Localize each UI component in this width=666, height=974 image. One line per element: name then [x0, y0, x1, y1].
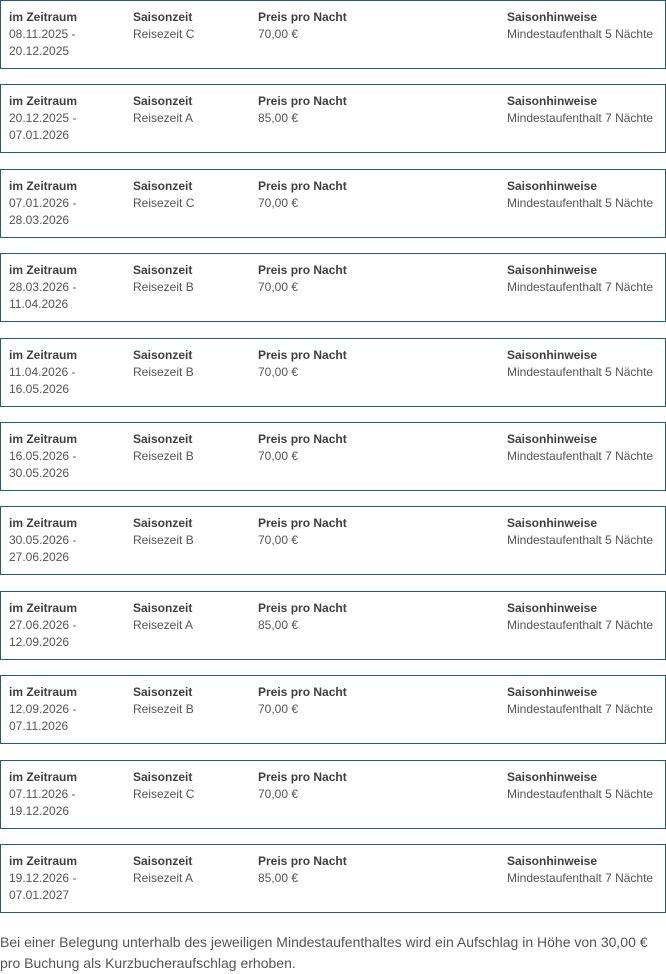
season-row: [0, 506, 666, 575]
season-row: [0, 169, 666, 238]
notes-value: Mindestaufenthalt 7 Nächte: [507, 871, 654, 885]
price-label: Preis pro Nacht: [258, 601, 347, 615]
price-label: Preis pro Nacht: [258, 516, 347, 530]
season-cell: [133, 93, 253, 127]
season-row: [0, 844, 666, 913]
season-value: Reisezeit C: [133, 787, 195, 801]
period-cell: [9, 600, 114, 651]
period-cell: [9, 9, 114, 60]
price-label: Preis pro Nacht: [258, 854, 347, 868]
season-label: Saisonzeit: [133, 685, 193, 699]
period-label: im Zeitraum: [9, 516, 78, 530]
season-label: Saisonzeit: [133, 348, 193, 362]
notes-label: Saisonhinweise: [507, 179, 598, 193]
period-cell: [9, 262, 114, 313]
price-value: 70,00 €: [258, 365, 299, 379]
period-label: im Zeitraum: [9, 263, 78, 277]
period-cell: [9, 93, 114, 144]
notes-value: Mindestaufenthalt 5 Nächte: [507, 365, 654, 379]
price-cell: [258, 9, 458, 43]
period-cell: [9, 347, 114, 398]
period-cell: [9, 178, 114, 229]
season-value: Reisezeit B: [133, 280, 194, 294]
period-label: im Zeitraum: [9, 348, 78, 362]
notes-label: Saisonhinweise: [507, 348, 598, 362]
notes-label: Saisonhinweise: [507, 601, 598, 615]
period-label: im Zeitraum: [9, 432, 78, 446]
price-cell: [258, 93, 458, 127]
season-value: Reisezeit C: [133, 27, 195, 41]
period-label: im Zeitraum: [9, 94, 78, 108]
season-label: Saisonzeit: [133, 94, 193, 108]
price-label: Preis pro Nacht: [258, 770, 347, 784]
period-cell: [9, 853, 114, 904]
price-value: 70,00 €: [258, 196, 299, 210]
season-cell: [133, 853, 253, 887]
price-value: 70,00 €: [258, 27, 299, 41]
notes-cell: [507, 684, 663, 718]
season-label: Saisonzeit: [133, 263, 193, 277]
period-cell: [9, 431, 114, 482]
period-label: im Zeitraum: [9, 179, 78, 193]
period-end: 07.01.2027: [9, 888, 70, 902]
period-start: 28.03.2026 -: [9, 280, 77, 294]
season-label: Saisonzeit: [133, 516, 193, 530]
notes-cell: [507, 769, 663, 803]
price-value: 70,00 €: [258, 533, 299, 547]
season-value: Reisezeit A: [133, 618, 194, 632]
notes-value: Mindestaufenthalt 5 Nächte: [507, 787, 654, 801]
price-value: 70,00 €: [258, 787, 299, 801]
notes-value: Mindestaufenthalt 7 Nächte: [507, 449, 654, 463]
notes-value: Mindestaufenthalt 7 Nächte: [507, 280, 654, 294]
season-cell: [133, 262, 253, 296]
season-label: Saisonzeit: [133, 10, 193, 24]
season-cell: [133, 178, 253, 212]
period-start: 16.05.2026 -: [9, 449, 77, 463]
period-end: 07.11.2026: [9, 719, 69, 733]
season-value: Reisezeit B: [133, 702, 194, 716]
season-label: Saisonzeit: [133, 432, 193, 446]
period-start: 20.12.2025 -: [9, 111, 77, 125]
season-row: [0, 338, 666, 407]
price-value: 70,00 €: [258, 702, 299, 716]
minimum-stay-surcharge-note: Bei einer Belegung unterhalb des jeweiligen Mindestaufenthaltes wird ein Aufschlag in Höhe von 30,00 € pro Buchung als Kurzbucheraufschlag erhoben.: [0, 934, 648, 971]
season-row: [0, 0, 666, 69]
price-cell: [258, 431, 458, 465]
notes-value: Mindestaufenthalt 7 Nächte: [507, 111, 654, 125]
notes-value: Mindestaufenthalt 5 Nächte: [507, 27, 654, 41]
price-cell: [258, 347, 458, 381]
season-value: Reisezeit A: [133, 871, 194, 885]
notes-label: Saisonhinweise: [507, 516, 598, 530]
price-label: Preis pro Nacht: [258, 348, 347, 362]
notes-value: Mindestaufenthalt 5 Nächte: [507, 533, 654, 547]
period-end: 12.09.2026: [9, 635, 70, 649]
notes-cell: [507, 347, 663, 381]
notes-label: Saisonhinweise: [507, 263, 598, 277]
price-cell: [258, 515, 458, 549]
notes-cell: [507, 600, 663, 634]
period-end: 11.04.2026: [9, 297, 69, 311]
season-cell: [133, 769, 253, 803]
notes-label: Saisonhinweise: [507, 854, 598, 868]
season-label: Saisonzeit: [133, 601, 193, 615]
notes-cell: [507, 431, 663, 465]
notes-cell: [507, 93, 663, 127]
season-label: Saisonzeit: [133, 179, 193, 193]
notes-cell: [507, 853, 663, 887]
period-label: im Zeitraum: [9, 770, 78, 784]
notes-cell: [507, 178, 663, 212]
period-end: 30.05.2026: [9, 466, 70, 480]
notes-label: Saisonhinweise: [507, 770, 598, 784]
season-cell: [133, 9, 253, 43]
notes-value: Mindestaufenthalt 5 Nächte: [507, 196, 654, 210]
season-label: Saisonzeit: [133, 770, 193, 784]
price-cell: [258, 769, 458, 803]
season-label: Saisonzeit: [133, 854, 193, 868]
notes-cell: [507, 262, 663, 296]
notes-cell: [507, 9, 663, 43]
period-start: 07.11.2026 -: [9, 787, 76, 801]
period-start: 12.09.2026 -: [9, 702, 77, 716]
period-cell: [9, 684, 114, 735]
season-cell: [133, 347, 253, 381]
price-value: 85,00 €: [258, 618, 299, 632]
period-end: 27.06.2026: [9, 550, 70, 564]
season-value: Reisezeit B: [133, 365, 194, 379]
season-value: Reisezeit A: [133, 111, 194, 125]
period-cell: [9, 769, 114, 820]
period-label: im Zeitraum: [9, 601, 78, 615]
season-row: [0, 760, 666, 829]
notes-label: Saisonhinweise: [507, 94, 598, 108]
period-end: 19.12.2026: [9, 804, 70, 818]
period-start: 30.05.2026 -: [9, 533, 77, 547]
period-end: 20.12.2025: [9, 44, 70, 58]
price-cell: [258, 178, 458, 212]
period-start: 27.06.2026 -: [9, 618, 77, 632]
notes-value: Mindestaufenthalt 7 Nächte: [507, 618, 654, 632]
season-value: Reisezeit C: [133, 196, 195, 210]
notes-label: Saisonhinweise: [507, 432, 598, 446]
price-label: Preis pro Nacht: [258, 10, 347, 24]
price-cell: [258, 262, 458, 296]
period-start: 08.11.2025 -: [9, 27, 76, 41]
season-value: Reisezeit B: [133, 449, 194, 463]
period-label: im Zeitraum: [9, 685, 78, 699]
period-start: 19.12.2026 -: [9, 871, 77, 885]
period-label: im Zeitraum: [9, 854, 78, 868]
price-cell: [258, 600, 458, 634]
season-cell: [133, 515, 253, 549]
price-value: 85,00 €: [258, 871, 299, 885]
season-value: Reisezeit B: [133, 533, 194, 547]
notes-value: Mindestaufenthalt 7 Nächte: [507, 702, 654, 716]
period-start: 07.01.2026 -: [9, 196, 77, 210]
price-value: 85,00 €: [258, 111, 299, 125]
notes-label: Saisonhinweise: [507, 685, 598, 699]
price-label: Preis pro Nacht: [258, 94, 347, 108]
period-start: 11.04.2026 -: [9, 365, 76, 379]
notes-label: Saisonhinweise: [507, 10, 598, 24]
price-label: Preis pro Nacht: [258, 685, 347, 699]
price-cell: [258, 684, 458, 718]
season-row: [0, 675, 666, 744]
price-label: Preis pro Nacht: [258, 179, 347, 193]
price-cell: [258, 853, 458, 887]
season-row: [0, 84, 666, 153]
period-end: 16.05.2026: [9, 382, 70, 396]
period-label: im Zeitraum: [9, 10, 78, 24]
price-value: 70,00 €: [258, 449, 299, 463]
season-cell: [133, 431, 253, 465]
season-row: [0, 253, 666, 322]
season-row: [0, 591, 666, 660]
season-row: [0, 422, 666, 491]
price-label: Preis pro Nacht: [258, 432, 347, 446]
price-label: Preis pro Nacht: [258, 263, 347, 277]
period-end: 07.01.2026: [9, 128, 70, 142]
period-end: 28.03.2026: [9, 213, 70, 227]
notes-cell: [507, 515, 663, 549]
season-cell: [133, 684, 253, 718]
season-cell: [133, 600, 253, 634]
price-value: 70,00 €: [258, 280, 299, 294]
period-cell: [9, 515, 114, 566]
